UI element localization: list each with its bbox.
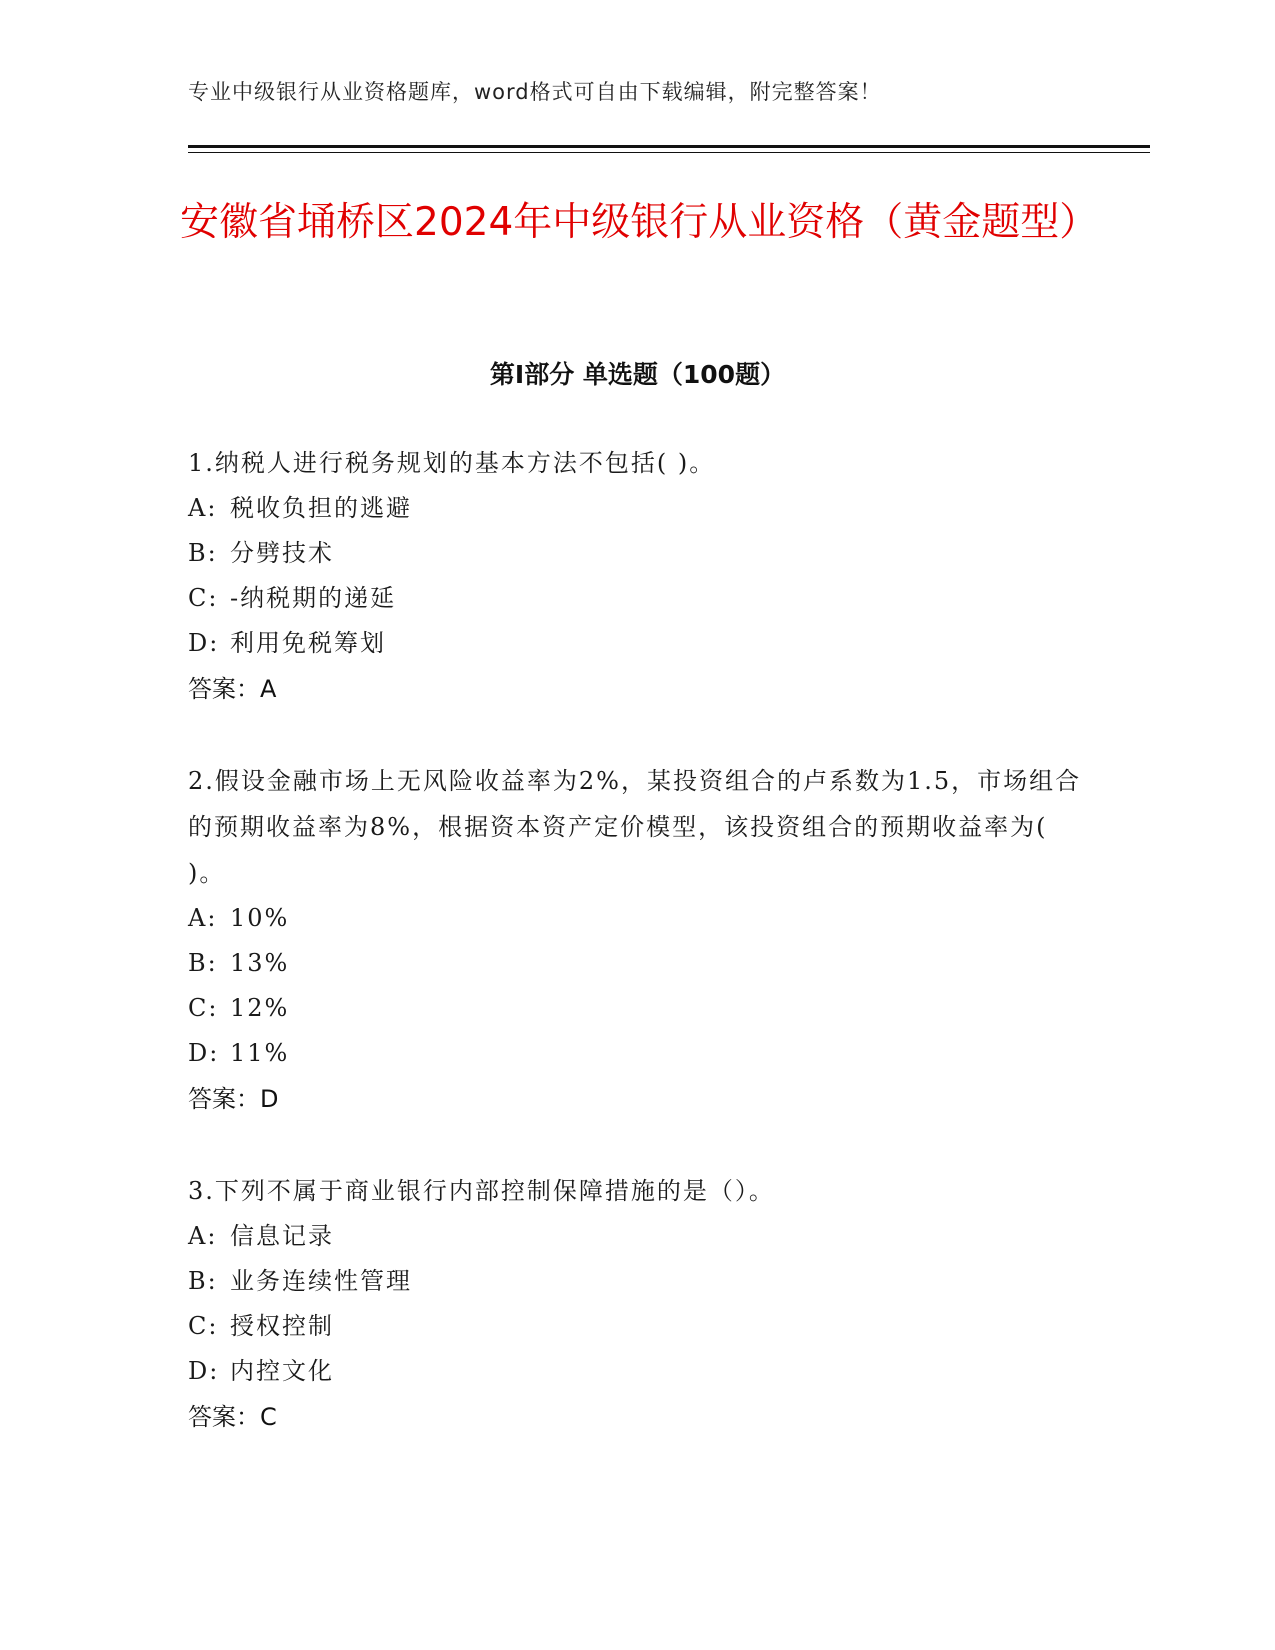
section-heading: 第Ⅰ部分 单选题（100题） — [489, 360, 786, 389]
option-letter: C: — [188, 1312, 219, 1340]
option-letter: C: — [188, 994, 219, 1022]
option-letter: B: — [188, 949, 218, 977]
answer-line: 答案：C — [188, 1403, 277, 1431]
option-letter: A: — [188, 904, 218, 932]
option-a — [188, 1214, 1088, 1259]
answer-line: 答案：D — [188, 1085, 279, 1113]
option-b — [188, 1259, 1088, 1304]
option-c — [188, 576, 1088, 621]
option-letter: B: — [188, 539, 218, 567]
option-b — [188, 941, 1088, 986]
answer-line: 答案：A — [188, 675, 277, 703]
option-letter: D: — [188, 1357, 220, 1385]
option-text: 10% — [230, 904, 290, 932]
option-text: 11% — [230, 1039, 290, 1067]
option-a — [188, 486, 1088, 531]
option-text: 12% — [230, 994, 290, 1022]
option-letter: D: — [188, 1039, 220, 1067]
option-text: 13% — [230, 949, 290, 977]
option-text: -纳税期的递延 — [230, 584, 397, 612]
option-text: 利用免税筹划 — [230, 629, 386, 657]
option-d — [188, 1349, 1088, 1394]
option-letter: D: — [188, 629, 220, 657]
question-stem: 2.假设金融市场上无风险收益率为2%，某投资组合的卢系数为1.5，市场组合的预期收益率为8%，根据资本资产定价模型，该投资组合的预期收益率为( )。 — [188, 767, 1082, 887]
option-text: 内控文化 — [230, 1357, 334, 1385]
question-1 — [188, 440, 1088, 712]
question-2 — [188, 758, 1088, 1122]
option-letter: A: — [188, 494, 218, 522]
question-list — [188, 440, 1088, 1486]
option-d — [188, 621, 1088, 666]
option-text: 信息记录 — [230, 1222, 334, 1250]
option-letter: A: — [188, 1222, 218, 1250]
option-a — [188, 896, 1088, 941]
header-divider — [188, 145, 1150, 148]
option-c — [188, 1304, 1088, 1349]
option-text: 税收负担的逃避 — [230, 494, 412, 522]
option-b — [188, 531, 1088, 576]
document-title: 安徽省埇桥区2024年中级银行从业资格（黄金题型） — [180, 200, 1099, 245]
option-c — [188, 986, 1088, 1031]
header-divider-thin — [188, 152, 1150, 153]
option-letter: C: — [188, 584, 219, 612]
option-text: 授权控制 — [230, 1312, 334, 1340]
option-text: 业务连续性管理 — [230, 1267, 412, 1295]
option-letter: B: — [188, 1267, 218, 1295]
question-stem: 1.纳税人进行税务规划的基本方法不包括( )。 — [188, 449, 716, 477]
header-note: 专业中级银行从业资格题库，word格式可自由下载编辑，附完整答案！ — [188, 80, 882, 104]
question-stem: 3.下列不属于商业银行内部控制保障措施的是（）。 — [188, 1177, 775, 1205]
option-d — [188, 1031, 1088, 1076]
question-3 — [188, 1168, 1088, 1440]
option-text: 分劈技术 — [230, 539, 334, 567]
